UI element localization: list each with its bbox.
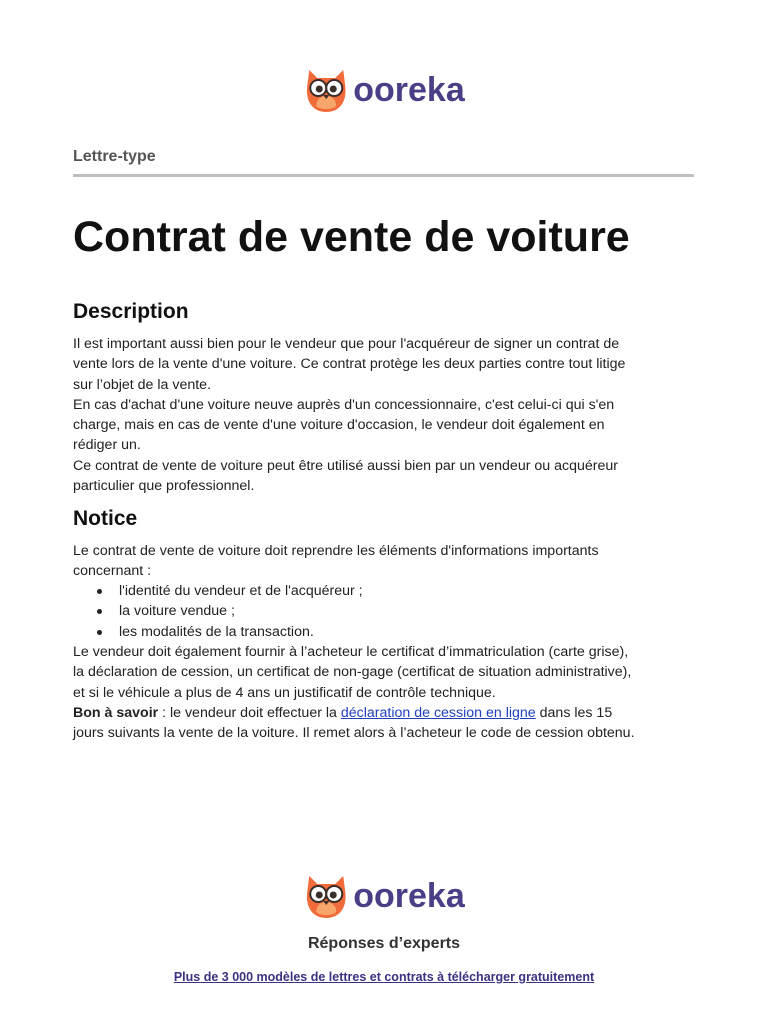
description-line: charge, mais en cas de vente d'une voiture d'occasion, le vendeur doit également en — [73, 417, 605, 434]
list-item: la voiture vendue ; — [73, 601, 363, 621]
description-line: En cas d'achat d'une voiture neuve auprès d'un concessionnaire, c'est celui-ci qui s'en — [73, 396, 615, 413]
brand-logo-bottom — [303, 872, 465, 920]
description-line: rédiger un. — [73, 437, 141, 454]
description-line: Ce contrat de vente de voiture peut être utilisé aussi bien par un vendeur ou acquéreur — [73, 457, 618, 474]
description-heading: Description — [73, 300, 189, 323]
description-line: particulier que professionnel. — [73, 478, 255, 495]
notice-bullet-list — [73, 581, 363, 642]
tip-line-2: jours suivants la vente de la voiture. Il remet alors à l’acheteur le code de cession obtenu. — [73, 725, 635, 742]
brand-logo-top — [303, 66, 465, 114]
notice-body — [73, 642, 697, 743]
footer-tagline: Réponses d’experts — [307, 935, 461, 952]
notice-body-line: Le vendeur doit également fournir à l’acheteur le certificat d’immatriculation (carte grise), — [73, 644, 629, 660]
description-line: Il est important aussi bien pour le vendeur que pour l'acquéreur de signer un contrat de — [73, 336, 620, 352]
notice-body-line: et si le véhicule a plus de 4 ans un justificatif de contrôle technique. — [73, 684, 496, 701]
list-item: les modalités de la transaction. — [73, 622, 363, 642]
notice-body-line: la déclaration de cession, un certificat de non-gage (certificat de situation administrative), — [73, 664, 632, 681]
owl-icon — [303, 872, 349, 920]
tip-text-before: : le vendeur doit effectuer la — [158, 704, 341, 721]
tip-line — [73, 703, 697, 723]
templates-download-link[interactable]: Plus de 3 000 modèles de lettres et contrats à télécharger gratuitement — [173, 970, 595, 984]
description-line: sur l’objet de la vente. — [73, 376, 212, 393]
brand-name: ooreka — [353, 71, 465, 109]
notice-intro — [73, 541, 697, 582]
notice-heading: Notice — [73, 507, 138, 530]
document-category: Lettre-type — [73, 148, 156, 165]
header-divider — [73, 174, 694, 177]
description-line: vente lors de la vente d'une voiture. Ce contrat protège les deux parties contre tout litige — [73, 356, 626, 373]
cession-online-link[interactable]: déclaration de cession en ligne — [340, 704, 536, 721]
page-title: Contrat de vente de voiture — [73, 213, 630, 261]
brand-name: ooreka — [353, 877, 465, 915]
owl-icon — [303, 66, 349, 114]
notice-intro-line: concernant : — [73, 563, 152, 580]
tip-text-after: dans les 15 — [535, 704, 613, 721]
description-text — [73, 334, 697, 496]
tip-label: Bon à savoir — [73, 704, 159, 721]
notice-intro-line: Le contrat de vente de voiture doit reprendre les éléments d'informations importants — [73, 543, 599, 559]
list-item: l'identité du vendeur et de l'acquéreur ; — [73, 581, 363, 601]
